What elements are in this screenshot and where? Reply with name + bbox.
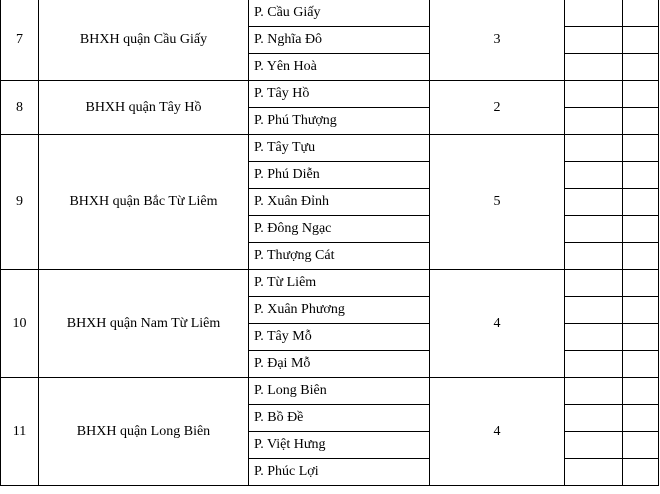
empty-cell <box>623 135 659 162</box>
empty-cell <box>623 108 659 135</box>
empty-cell <box>565 324 623 351</box>
agency-name-cell: BHXH quận Bắc Từ Liêm <box>39 135 249 270</box>
empty-cell <box>565 432 623 459</box>
empty-cell <box>565 270 623 297</box>
table-row <box>1 0 659 27</box>
empty-cell <box>623 432 659 459</box>
ward-name-cell: P. Yên Hoà <box>249 54 430 81</box>
empty-cell <box>623 189 659 216</box>
empty-cell <box>623 297 659 324</box>
ward-name-cell: P. Tây Tựu <box>249 135 430 162</box>
empty-cell <box>623 459 659 486</box>
empty-cell <box>623 405 659 432</box>
empty-cell <box>565 243 623 270</box>
ward-name-cell: P. Long Biên <box>249 378 430 405</box>
empty-cell <box>565 108 623 135</box>
row-number-cell: 9 <box>1 135 39 270</box>
empty-cell <box>565 459 623 486</box>
empty-cell <box>565 216 623 243</box>
ward-name-cell: P. Phú Thượng <box>249 108 430 135</box>
table-row <box>1 135 659 162</box>
empty-cell <box>565 351 623 378</box>
empty-cell <box>565 405 623 432</box>
empty-cell <box>565 54 623 81</box>
ward-name-cell: P. Đại Mỗ <box>249 351 430 378</box>
table-row <box>1 378 659 405</box>
ward-name-cell: P. Thượng Cát <box>249 243 430 270</box>
row-number-cell: 8 <box>1 81 39 135</box>
ward-name-cell: P. Phúc Lợi <box>249 459 430 486</box>
table-row <box>1 270 659 297</box>
empty-cell <box>623 54 659 81</box>
row-number-cell: 11 <box>1 378 39 486</box>
empty-cell <box>565 81 623 108</box>
row-number-cell: 10 <box>1 270 39 378</box>
empty-cell <box>565 162 623 189</box>
empty-cell <box>623 81 659 108</box>
empty-cell <box>565 297 623 324</box>
empty-cell <box>623 243 659 270</box>
empty-cell <box>565 0 623 27</box>
empty-cell <box>623 351 659 378</box>
empty-cell <box>623 324 659 351</box>
ward-name-cell: P. Việt Hưng <box>249 432 430 459</box>
empty-cell <box>565 378 623 405</box>
agency-name-cell: BHXH quận Long Biên <box>39 378 249 486</box>
ward-name-cell: P. Bồ Đề <box>249 405 430 432</box>
ward-name-cell: P. Từ Liêm <box>249 270 430 297</box>
ward-name-cell: P. Nghĩa Đô <box>249 27 430 54</box>
ward-name-cell: P. Tây Hồ <box>249 81 430 108</box>
ward-name-cell: P. Xuân Phương <box>249 297 430 324</box>
empty-cell <box>623 378 659 405</box>
empty-cell <box>565 189 623 216</box>
empty-cell <box>623 0 659 27</box>
ward-name-cell: P. Cầu Giấy <box>249 0 430 27</box>
ward-name-cell: P. Xuân Đỉnh <box>249 189 430 216</box>
empty-cell <box>623 162 659 189</box>
ward-count-cell: 4 <box>430 378 565 486</box>
ward-count-cell: 2 <box>430 81 565 135</box>
table-body <box>1 0 659 486</box>
ward-name-cell: P. Tây Mỗ <box>249 324 430 351</box>
agency-name-cell: BHXH quận Nam Từ Liêm <box>39 270 249 378</box>
empty-cell <box>623 270 659 297</box>
ward-name-cell: P. Phú Diễn <box>249 162 430 189</box>
ward-count-cell: 4 <box>430 270 565 378</box>
empty-cell <box>565 27 623 54</box>
table-row <box>1 81 659 108</box>
row-number-cell: 7 <box>1 0 39 81</box>
agency-name-cell: BHXH quận Cầu Giấy <box>39 0 249 81</box>
empty-cell <box>623 216 659 243</box>
ward-count-cell: 3 <box>430 0 565 81</box>
empty-cell <box>623 27 659 54</box>
ward-count-cell: 5 <box>430 135 565 270</box>
empty-cell <box>565 135 623 162</box>
ward-name-cell: P. Đông Ngạc <box>249 216 430 243</box>
agency-name-cell: BHXH quận Tây Hồ <box>39 81 249 135</box>
